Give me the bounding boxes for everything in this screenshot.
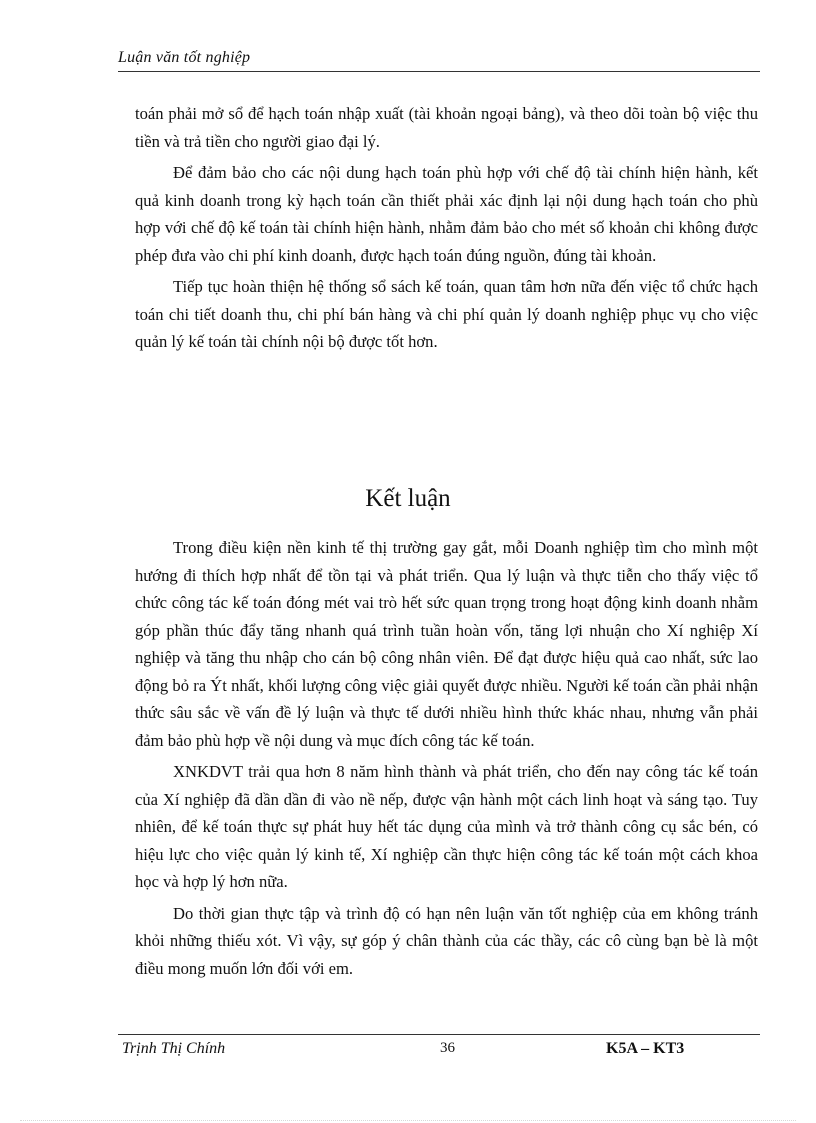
top-section	[135, 100, 758, 360]
paragraph-continuation: toán phải mở sổ để hạch toán nhập xuất (tài khoản ngoại bảng), và theo dõi toàn bộ việc thu tiền và trả tiền cho người giao đại lý.	[135, 104, 758, 151]
page-edge-divider	[20, 1120, 796, 1121]
paragraph: Do thời gian thực tập và trình độ có hạn nên luận văn tốt nghiệp của em không tránh khỏi những thiếu xót. Vì vậy, sự góp ý chân thành của các thầy, các cô cùng bạn bè là một điều mong muốn lớn đối với em.	[135, 903, 758, 978]
footer-divider	[118, 1034, 760, 1035]
footer-author: Trịnh Thị Chính	[122, 1040, 226, 1057]
conclusion-heading: Kết luận	[365, 485, 451, 512]
paragraph: Tiếp tục hoàn thiện hệ thống sổ sách kế toán, quan tâm hơn nữa đến việc tổ chức hạch toán chi tiết doanh thu, chi phí bán hàng và chi phí quản lý doanh nghiệp phục vụ cho việc quản lý kế toán tài chính nội bộ được tốt hơn.	[135, 277, 758, 351]
header-title: Luận văn tốt nghiệp	[118, 49, 251, 66]
conclusion-section	[135, 534, 758, 986]
paragraph: XNKDVT trải qua hơn 8 năm hình thành và phát triển, cho đến nay công tác kế toán của Xí nghiệp đã dần dần đi vào nề nếp, được vận hành một cách linh hoạt và sáng tạo. Tuy nhiên, để kế toán thực sự phát huy hết tác dụng của mình và trở thành công cụ sắc bén, có hiệu lực cho việc quản lý kinh tế, Xí nghiệp cần thực hiện công tác kế toán một cách khoa học và hợp lý hơn nữa.	[135, 762, 758, 891]
paragraph: Để đảm bảo cho các nội dung hạch toán phù hợp với chế độ tài chính hiện hành, kết quả kinh doanh trong kỳ hạch toán cần thiết phải xác định lại nội dung hạch toán cho phù hợp với chế độ kế toán tài chính hiện hành, nhằm đảm bảo cho mét số khoản chi không được phép đưa vào chi phí kinh doanh, được hạch toán đúng nguồn, đúng tài khoản.	[135, 163, 758, 265]
page-header	[118, 49, 760, 72]
paragraph: Trong điều kiện nền kinh tế thị trường gay gắt, mỗi Doanh nghiệp tìm cho mình một hướng đi thích hợp nhất để tồn tại và phát triển. Qua lý luận và thực tiễn cho thấy việc tổ chức công tác kế toán đóng mét vai trò hết sức quan trọng trong hoạt động kinh doanh nhằm góp phần thúc đẩy tăng nhanh quá trình tuần hoàn vốn, tăng lợi nhuận cho Xí nghiệp Xí nghiệp và tăng thu nhập cho cán bộ công nhân viên. Để đạt được hiệu quả cao nhất, sức lao động bỏ ra Ýt nhất, khối lượng công việc giải quyết được nhiều. Người kế toán cần phải nhận thức sâu sắc về vấn đề lý luận và thực tế dưới nhiều hình thức khác nhau, nhưng vẫn phải đảm bảo phù hợp về nội dung và mục đích công tác kế toán.	[135, 538, 758, 750]
page-number: 36	[440, 1040, 455, 1056]
footer-class-code: K5A – KT3	[606, 1040, 685, 1057]
